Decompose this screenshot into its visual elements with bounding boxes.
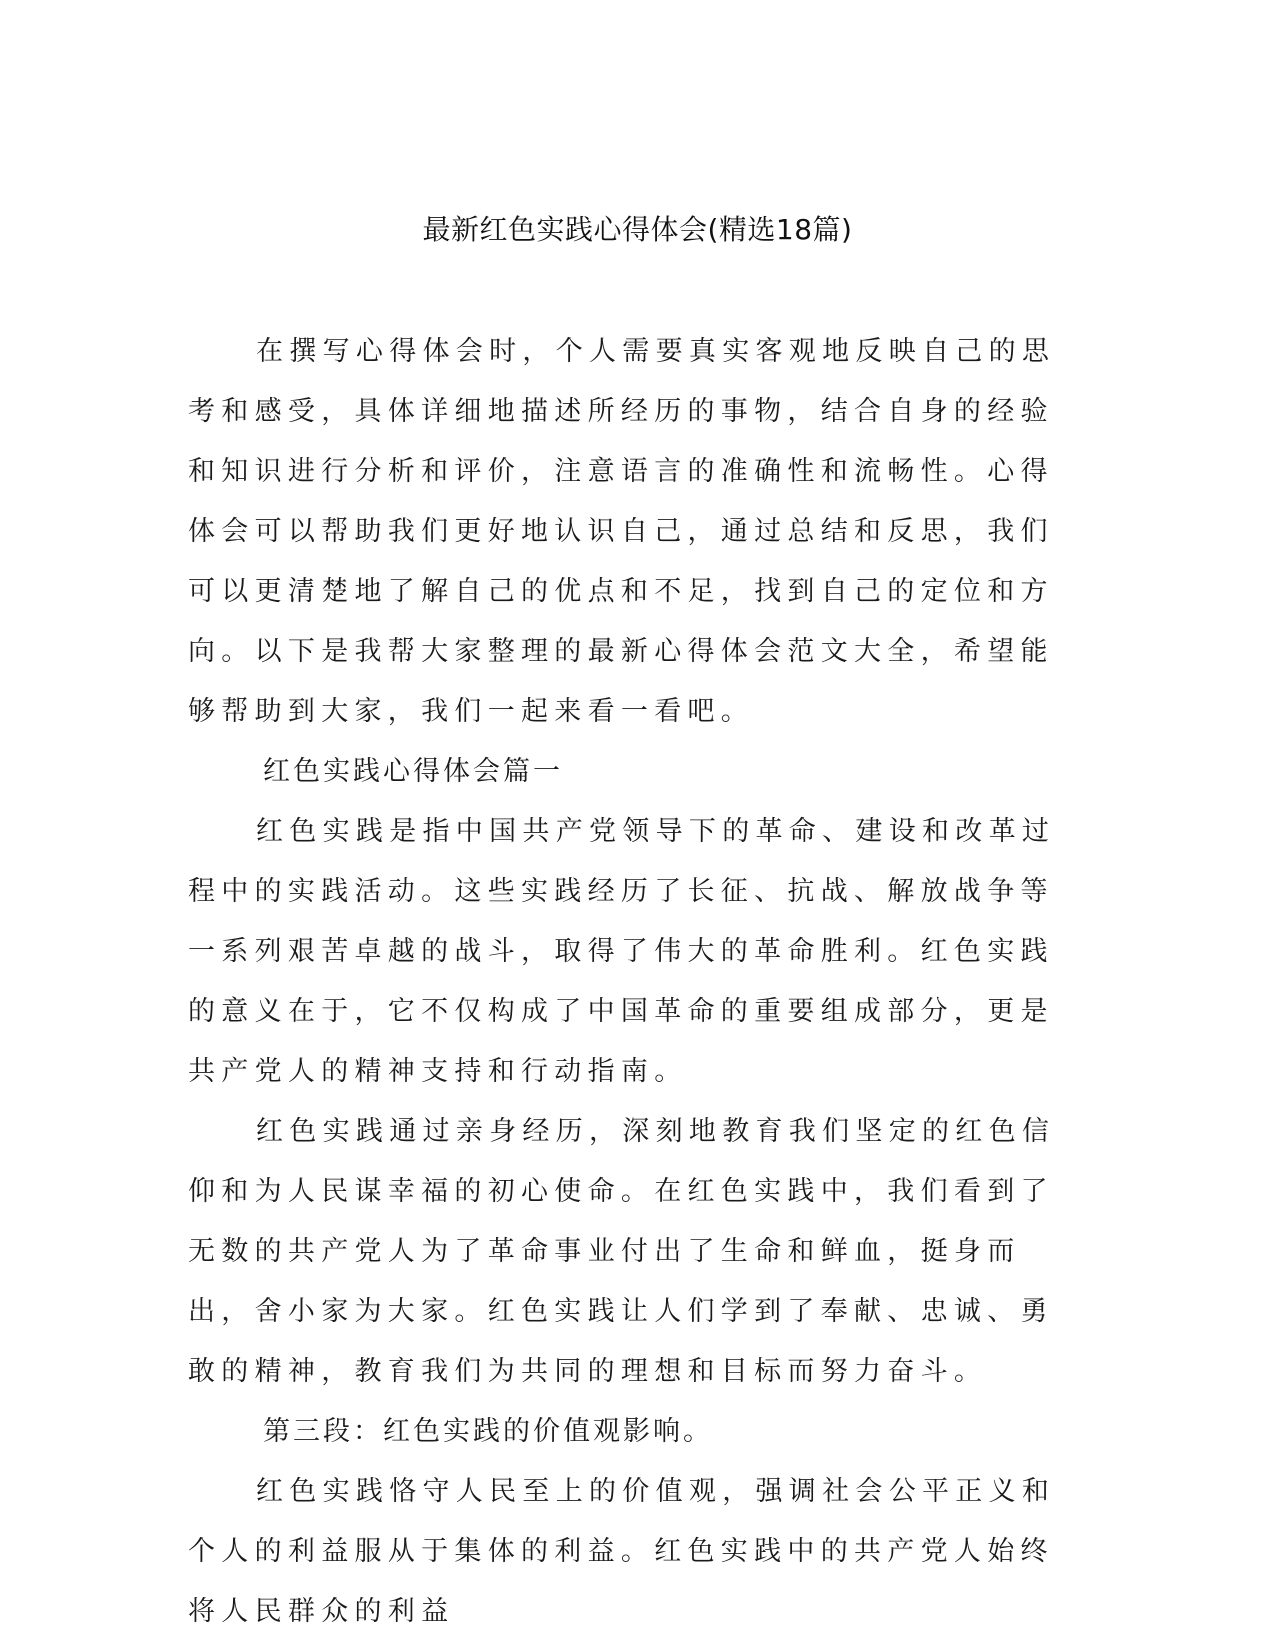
document-title: 最新红色实践心得体会(精选18篇) [422,213,853,246]
body-paragraph: 红色实践是指中国共产党领导下的革命、建设和改革过程中的实践活动。这些实践经历了长征、抗战、解放战争等一系列艰苦卓越的战斗，取得了伟大的革命胜利。红色实践的意义在于，它不仅构成了中国革命的重要组成部分，更是共产党人的精神支持和行动指南。 [188,816,1056,1087]
section-heading-part-one: 红色实践心得体会篇一 [263,756,563,787]
document-body [188,322,1066,1642]
body-paragraph: 红色实践通过亲身经历，深刻地教育我们坚定的红色信仰和为人民谋幸福的初心使命。在红色实践中，我们看到了无数的共产党人为了革命事业付出了生命和鲜血，挺身而出，舍小家为大家。红色实践让人们学到了奉献、忠诚、勇敢的精神，教育我们为共同的理想和目标而努力奋斗。 [188,1116,1056,1387]
intro-paragraph: 在撰写心得体会时，个人需要真实客观地反映自己的思考和感受，具体详细地描述所经历的事物，结合自身的经验和知识进行分析和评价，注意语言的准确性和流畅性。心得体会可以帮助我们更好地认识自己，通过总结和反思，我们可以更清楚地了解自己的优点和不足，找到自己的定位和方向。以下是我帮大家整理的最新心得体会范文大全，希望能够帮助到大家，我们一起来看一看吧。 [188,336,1056,727]
section-heading-third: 第三段：红色实践的价值观影响。 [263,1416,713,1447]
body-paragraph: 红色实践恪守人民至上的价值观，强调社会公平正义和个人的利益服从于集体的利益。红色实践中的共产党人始终将人民群众的利益 [188,1476,1056,1627]
